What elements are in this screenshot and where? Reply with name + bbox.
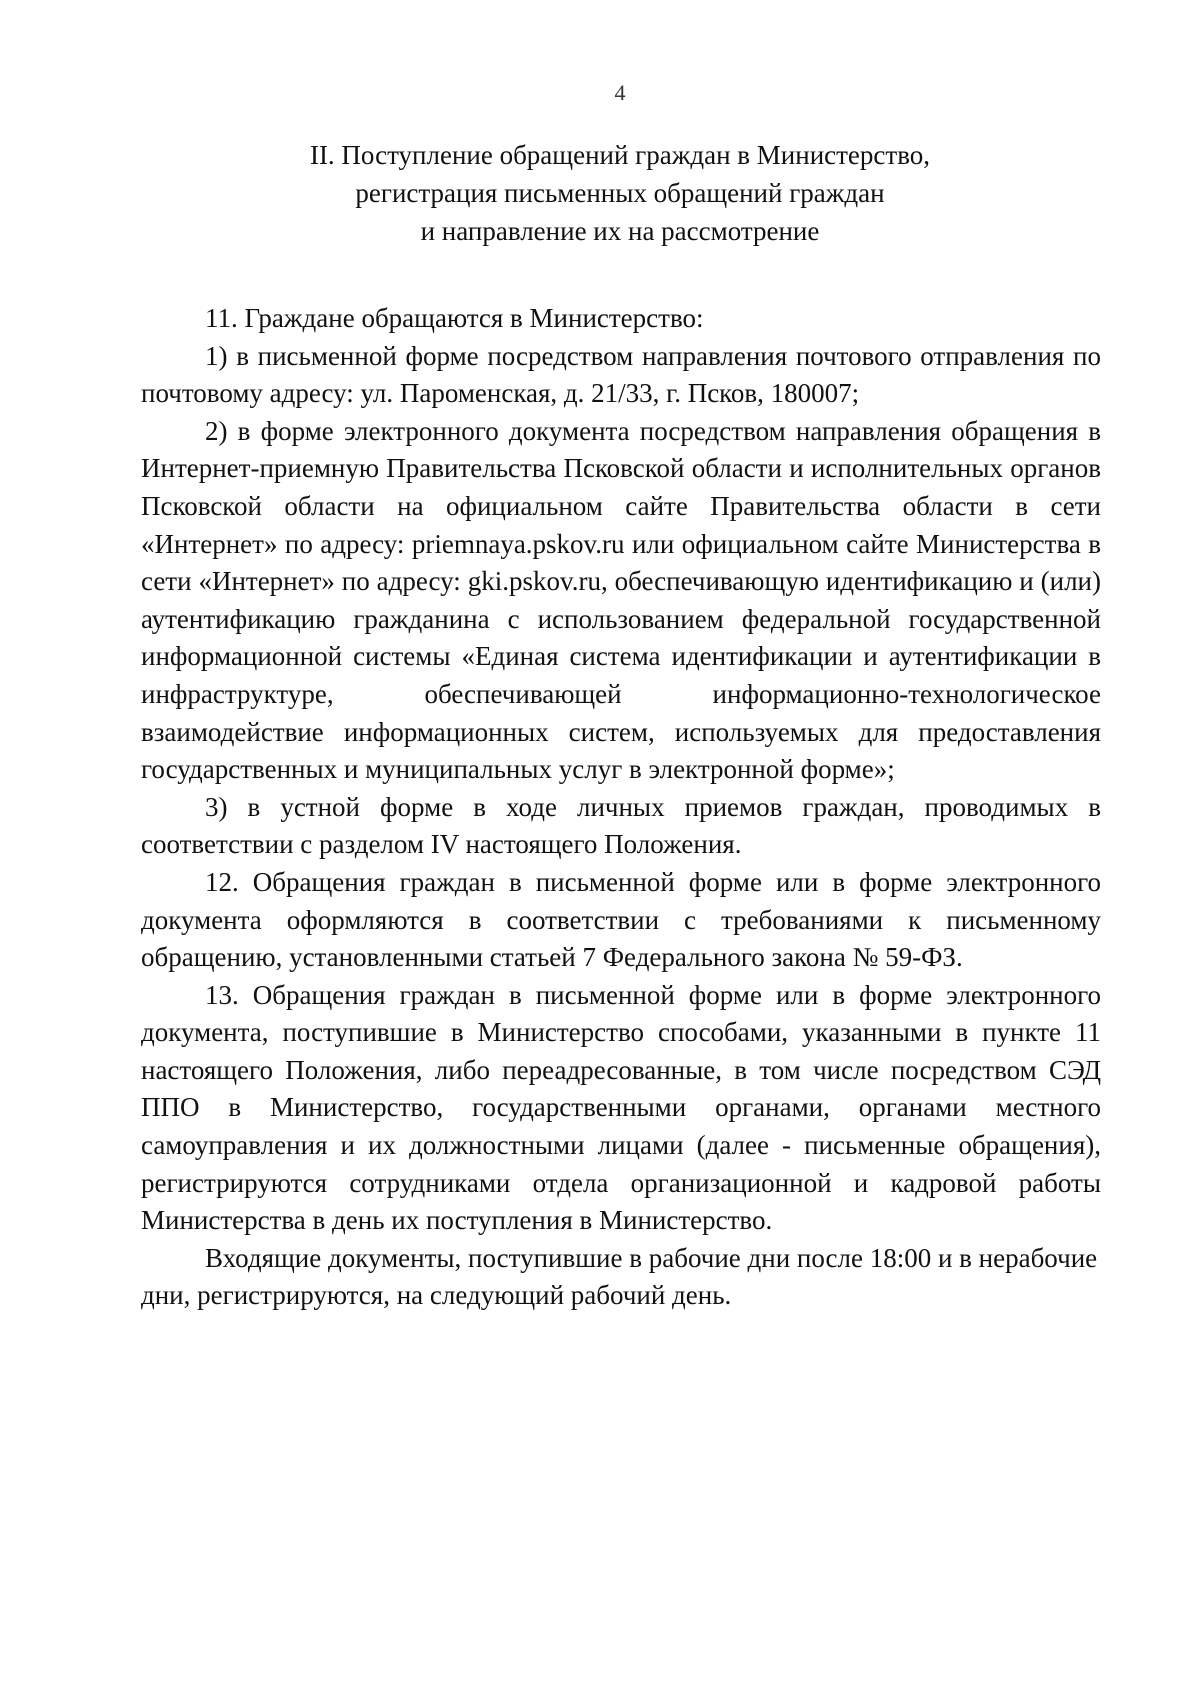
paragraph-11-item-3: 3) в устной форме в ходе личных приемов граждан, проводимых в соответствии с разделом IV настоящего Положения. — [141, 791, 1101, 860]
paragraph-11: 11. Граждане обращаются в Министерство: — [205, 303, 704, 333]
section-heading-line-1: II. Поступление обращений граждан в Министерство, — [309, 140, 931, 170]
page-number: 4 — [614, 80, 626, 105]
section-heading — [140, 136, 1100, 250]
paragraph-11-item-2: 2) в форме электронного документа посредством направления обращения в Интернет-приемную Правительства Псковской области и исполнительных органов Псковской области на официальном сайте Правительства области в сети «Интернет» по адресу: priemnaya.pskov.ru или официальном сайте Министерства в сети «Интернет» по адресу: gki.pskov.ru, обеспечивающую идентификацию и (или) аутентификацию гражданина с использованием федеральной государственной информационной системы «Единая система идентификации и аутентификации в инфраструктуре, обеспечивающей информационно-технологическое взаимодействие информационных систем, используемых для предоставления государственных и муниципальных услуг в электронной форме»; — [141, 415, 1101, 785]
paragraph-11-item-1: 1) в письменной форме посредством направления почтового отправления по почтовому адресу: ул. Пароменская, д. 21/33, г. Псков, 180007; — [141, 340, 1101, 409]
document-body — [141, 300, 1101, 1315]
section-heading-line-3: и направление их на рассмотрение — [420, 216, 820, 246]
paragraph-13: 13. Обращения граждан в письменной форме или в форме электронного документа, поступившие в Министерство способами, указанными в пункте 11 настоящего Положения, либо переадресованные, в том числе посредством СЭД ППО в Министерство, государственными органами, органами местного самоуправления и их должностными лицами (далее - письменные обращения), регистрируются сотрудниками отдела организационной и кадровой работы Министерства в день их поступления в Министерство. — [141, 979, 1101, 1236]
paragraph-incoming-documents: Входящие документы, поступившие в рабочие дни после 18:00 и в нерабочие дни, регистрируются, на следующий рабочий день. — [141, 1242, 1098, 1311]
paragraph-12: 12. Обращения граждан в письменной форме или в форме электронного документа оформляются в соответствии с требованиями к письменному обращению, установленными статьей 7 Федерального закона № 59-ФЗ. — [141, 866, 1101, 973]
section-heading-line-2: регистрация письменных обращений граждан — [355, 178, 885, 208]
